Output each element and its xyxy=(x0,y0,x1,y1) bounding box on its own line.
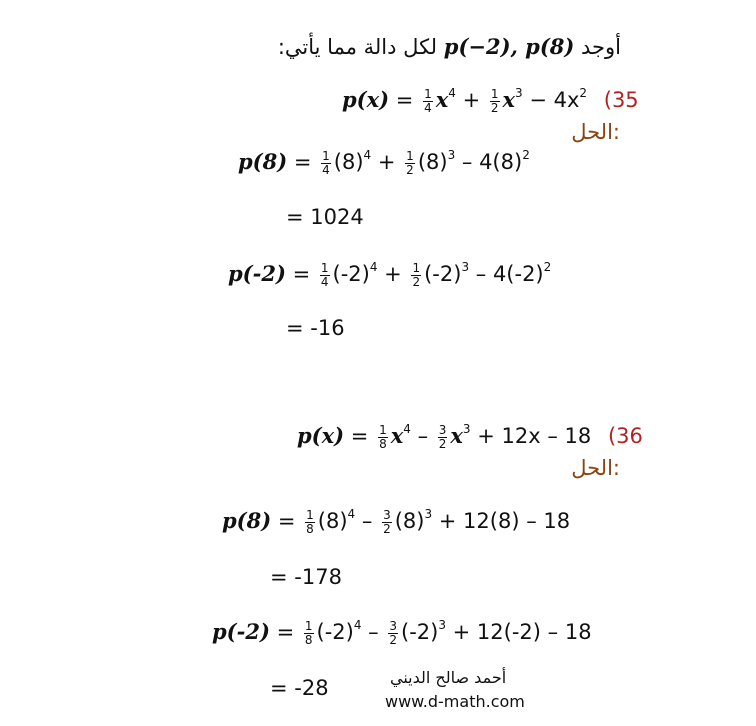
p35-solution-label: الحل: xyxy=(571,120,620,144)
p36-p8-result: = -178 xyxy=(270,565,342,589)
instruction-tail: لكل دالة مما يأتي: xyxy=(277,35,438,59)
fraction: $\frac{1}{8}$ xyxy=(379,423,387,451)
fraction: $\frac{1}{8}$ xyxy=(304,619,313,647)
fraction: $\frac{3}{2}$ xyxy=(383,508,391,536)
instruction-line xyxy=(278,36,621,58)
fraction: $\frac{1}{4}$ xyxy=(320,261,329,289)
p35-p8-result: = 1024 xyxy=(286,205,364,229)
p35-pm2-result: = -16 xyxy=(286,316,345,340)
problem-number-36: (36 xyxy=(607,424,643,449)
problem-number-35: (35 xyxy=(603,88,639,113)
author-name: أحمد صالح الديني xyxy=(390,668,507,687)
p36-equation: p(x) = $\frac{1}{8}$ $x^4$ – $\frac{3}{2}$ $x^3 + 12x - 18$ (36 xyxy=(297,422,643,451)
p36-p8-line: p(8) = $\frac{1}{8}$ $(8)^4$ – $\frac{3}{2}$ $(8)^3 + 12(8) - 18$ xyxy=(222,507,571,536)
p36-pm2-result: = -28 xyxy=(270,676,329,700)
p35-p8-line: p(8) = $\frac{1}{4}$ $(8)^4$ + $\frac{1}{2}$ $(8)^3 - 4(8)^2$ xyxy=(238,148,530,177)
website[interactable]: www.d-math.com xyxy=(385,692,525,711)
p35-pm2-line: p(-2) = $\frac{1}{4}$ $(-2)^4$ + $\frac{1}{2}$ $(-2)^3 - 4(-2)^2$ xyxy=(228,260,552,289)
fraction: $\frac{1}{8}$ xyxy=(306,508,314,536)
fraction: $\frac{1}{2}$ xyxy=(490,87,499,115)
p35-equation: p(x) = $\frac{1}{4}$ $x^4$ + $\frac{1}{2}$ $x^3 - 4x^2$ (35 xyxy=(342,86,639,115)
p36-pm2-line: p(-2) = $\frac{1}{8}$ $(-2)^4$ – $\frac{3}{2}$ $(-2)^3 + 12(-2) - 18$ xyxy=(212,618,592,647)
fraction: $\frac{1}{4}$ xyxy=(424,87,432,115)
fraction: $\frac{1}{4}$ xyxy=(322,149,330,177)
instruction-arabic: أوجد xyxy=(581,35,621,59)
fraction: $\frac{3}{2}$ xyxy=(389,619,397,647)
fraction: $\frac{1}{2}$ xyxy=(406,149,414,177)
instruction-math: p(−2), p(8) xyxy=(443,34,575,59)
fraction: $\frac{3}{2}$ xyxy=(438,423,447,451)
fraction: $\frac{1}{2}$ xyxy=(412,261,421,289)
p36-solution-label: الحل: xyxy=(571,456,620,480)
